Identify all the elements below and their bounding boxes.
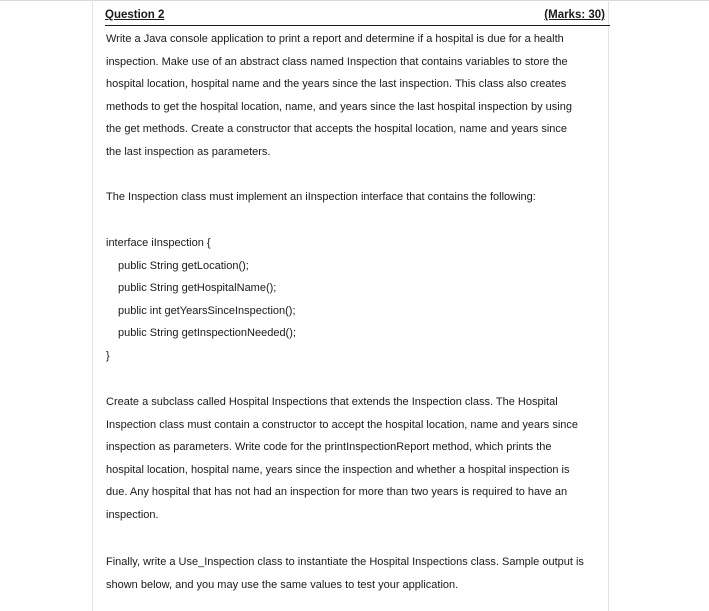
text-line: Write a Java console application to print a report and determine if a hospital is due for a health [106,33,564,45]
code-open: interface iInspection { [106,237,211,249]
question-title: Question 2 [105,9,165,21]
text-line: inspection. Make use of an abstract class named Inspection that contains variables to store the [106,55,568,68]
text-line: methods to get the hospital location, name, and years since the last hospital inspection by using [106,100,572,113]
question-header [105,9,610,26]
text-line: shown below, and you may use the same values to test your application. [106,578,459,591]
question-marks: (Marks: 30) [544,9,605,21]
text-line: Finally, write a Use_Inspection class to instantiate the Hospital Inspections class. Sample output is [106,556,584,568]
paragraph-intro [106,28,606,164]
text-line: the get methods. Create a constructor that accepts the hospital location, name and years since [106,123,568,136]
text-line: due. Any hospital that has not had an inspection for more than two years is required to have an [106,486,568,499]
text-line: inspection. [106,508,159,521]
text-line: hospital location, hospital name and the years since the last inspection. This class also creates [106,78,567,91]
code-method: public int getYearsSinceInspection(); [118,304,296,317]
text-line: Create a subclass called Hospital Inspections that extends the Inspection class. The Hospital [106,396,558,408]
code-method: public String getLocation(); [118,259,249,272]
interface-code-block [106,232,296,368]
code-method: public String getInspectionNeeded(); [118,327,296,340]
text-line: hospital location, hospital name, years since the inspection and whether a hospital inspection is [106,463,570,476]
text-line: the last inspection as parameters. [106,145,271,158]
paragraph-final [106,551,606,596]
text-line: Inspection class must contain a constructor to accept the hospital location, name and years since [106,418,579,431]
paragraph-subclass [106,391,606,527]
paragraph-interface-intro: The Inspection class must implement an iInspection interface that contains the following: [106,191,536,203]
code-close: } [106,349,110,362]
code-method: public String getHospitalName(); [118,282,277,295]
text-line: inspection as parameters. Write code for the printInspectionReport method, which prints the [106,441,552,454]
